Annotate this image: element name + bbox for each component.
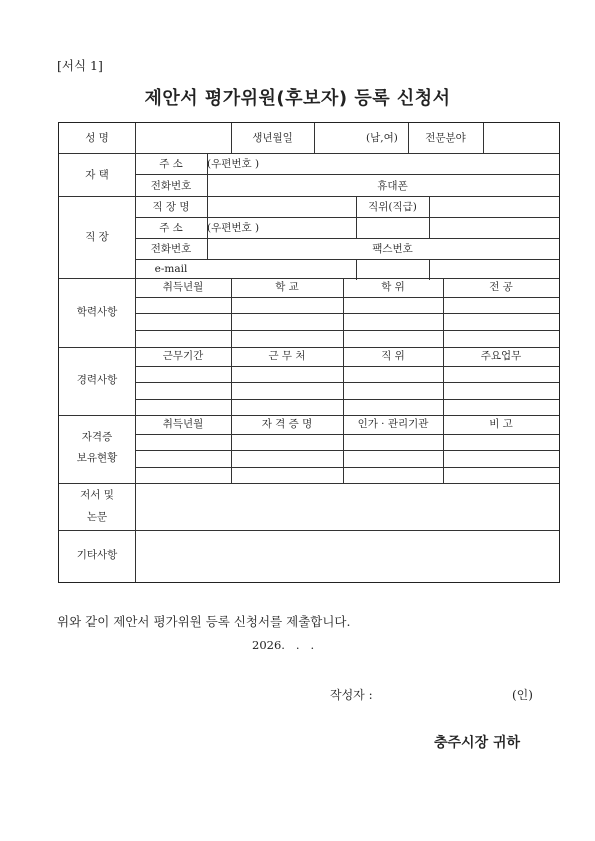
license-section-label-line2: 보유현황 [76, 452, 118, 464]
seal-label: (인) [512, 688, 533, 702]
others-label: 기타사항 [76, 549, 118, 561]
publications-label-line2: 논문 [86, 511, 108, 523]
gender-label: (남,여) [366, 132, 398, 144]
addressee: 충주시장 귀하 [434, 735, 521, 751]
education-header: 학 교 [275, 281, 299, 293]
home-section-label: 자 택 [85, 169, 109, 181]
education-header: 전 공 [489, 281, 513, 293]
license-header: 자 격 증 명 [261, 418, 313, 430]
career-header: 근무기간 [162, 350, 204, 362]
fax-label: 팩스번호 [372, 243, 413, 255]
publications-label-line1: 저서 및 [80, 489, 114, 501]
career-section-label: 경력사항 [76, 374, 118, 386]
mobile-label: 휴대폰 [377, 180, 408, 192]
specialty-label: 전문분야 [425, 132, 466, 144]
home-postal-label: (우편번호 ) [207, 158, 260, 170]
page-title: 제안서 평가위원(후보자) 등록 신청서 [144, 88, 451, 109]
writer-label: 작성자 : [330, 688, 373, 702]
career-header: 직 위 [381, 350, 405, 362]
application-form-table [58, 122, 560, 583]
work-phone-label: 전화번호 [150, 243, 192, 255]
position-label: 직위(직급) [368, 201, 417, 213]
work-address-label: 주 소 [159, 222, 183, 234]
date-line: 2026. . . [252, 638, 315, 652]
home-phone-label: 전화번호 [150, 180, 192, 192]
education-header: 학 위 [381, 281, 405, 293]
home-address-label: 주 소 [159, 158, 183, 170]
declaration-text: 위와 같이 제안서 평가위원 등록 신청서를 제출합니다. [57, 614, 351, 629]
name-label: 성 명 [85, 132, 109, 144]
birth-date-label: 생년월일 [252, 132, 293, 144]
work-section-label: 직 장 [85, 231, 109, 243]
license-header: 인가 · 관리기관 [357, 418, 429, 430]
education-section-label: 학력사항 [76, 306, 118, 318]
career-header: 주요업무 [480, 350, 522, 362]
work-postal-label: (우편번호 ) [207, 222, 260, 234]
license-header: 취득년월 [162, 418, 204, 430]
email-label: e-mail [154, 263, 188, 275]
company-label: 직 장 명 [152, 201, 190, 213]
career-header: 근 무 처 [268, 350, 306, 362]
license-section-label-line1: 자격증 [81, 431, 113, 443]
form-number: [서식 1] [57, 58, 103, 73]
education-header: 취득년월 [162, 281, 204, 293]
license-header: 비 고 [489, 418, 513, 430]
